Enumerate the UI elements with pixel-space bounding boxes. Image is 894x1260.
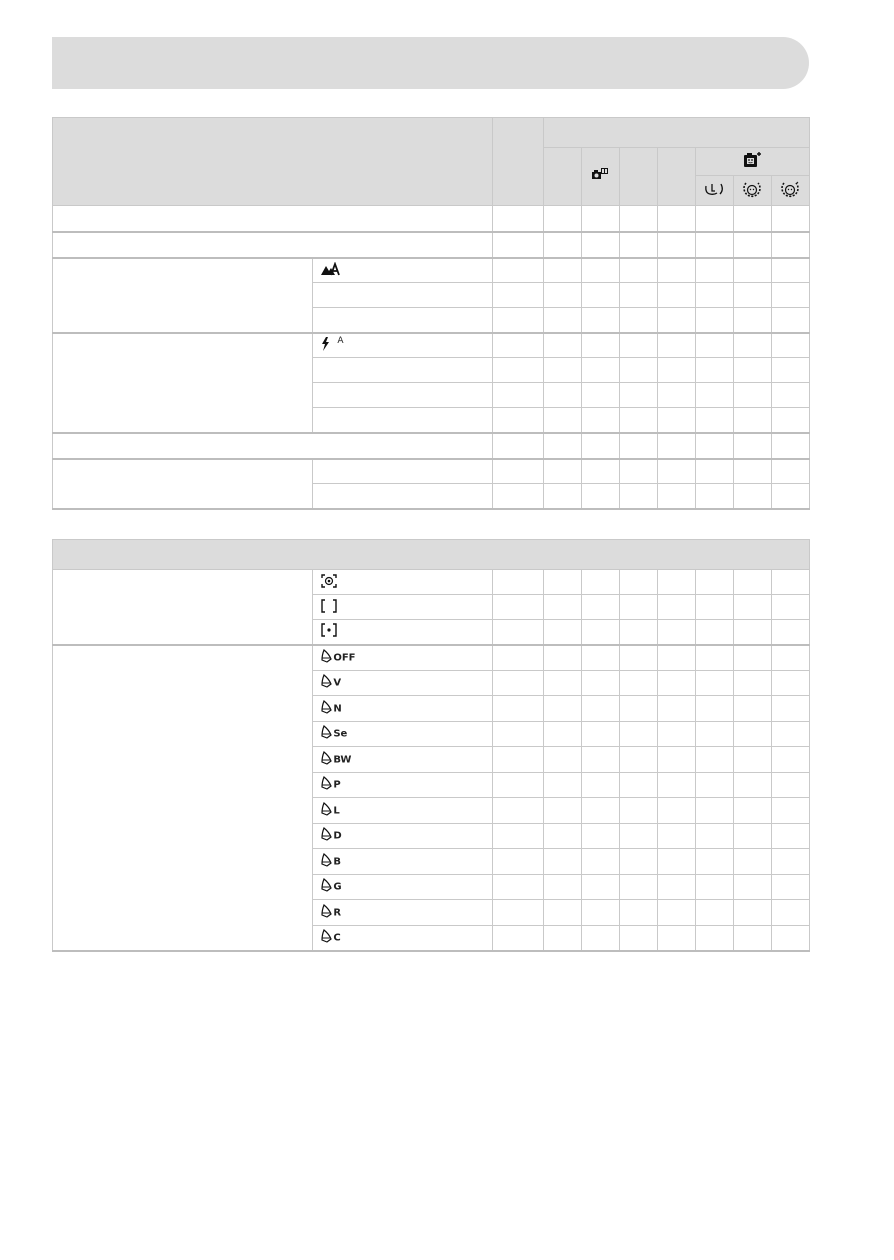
my-colors-red-label: R — [333, 907, 342, 919]
header-col-4 — [657, 148, 695, 206]
section-header — [53, 540, 810, 570]
center-weighted-metering-icon — [321, 599, 337, 616]
my-colors-neutral-icon — [321, 700, 333, 717]
wink-timer-icon — [703, 181, 725, 197]
my-colors-darker-label: D — [333, 830, 342, 842]
my-colors-bw-label: BW — [333, 754, 352, 766]
evaluative-metering-icon — [321, 574, 337, 591]
table-row — [53, 333, 810, 358]
my-colors-sepia-icon — [321, 725, 333, 742]
my-colors-off-icon — [321, 649, 333, 666]
header-corner — [53, 118, 493, 206]
camera-stitch-icon — [591, 166, 609, 180]
my-colors-off-label: OFF — [333, 652, 356, 664]
header-sub-1 — [695, 176, 733, 206]
header-col-a — [492, 118, 543, 206]
table-row — [53, 645, 810, 671]
my-colors-bw-icon — [321, 751, 333, 768]
my-colors-vivid-label: V — [333, 677, 342, 689]
function-table-2 — [52, 539, 810, 952]
header-sub-2 — [733, 176, 771, 206]
my-colors-positive-icon — [321, 776, 333, 793]
my-colors-neutral-label: N — [333, 703, 342, 715]
my-colors-green-label: G — [333, 881, 342, 893]
table-row — [53, 459, 810, 484]
header-subgroup — [695, 148, 809, 176]
face-timer-icon — [741, 180, 763, 198]
spot-metering-icon — [321, 623, 337, 640]
my-colors-lighter-label: L — [333, 805, 340, 817]
header-col-3 — [619, 148, 657, 206]
header-group — [543, 118, 809, 148]
my-colors-darker-icon — [321, 827, 333, 844]
my-colors-blue-icon — [321, 853, 333, 870]
mountain-auto-icon — [321, 262, 341, 279]
my-colors-custom-icon — [321, 929, 333, 946]
my-colors-positive-label: P — [333, 779, 341, 791]
page-title-bar — [52, 37, 809, 89]
function-table — [52, 117, 810, 510]
table-row — [53, 232, 810, 258]
flash-auto-icon — [321, 336, 337, 355]
header-col-1 — [543, 148, 581, 206]
my-colors-red-icon — [321, 904, 333, 921]
my-colors-lighter-icon — [321, 802, 333, 819]
table-row — [53, 570, 810, 595]
flash-auto-label: A — [337, 335, 344, 346]
table-row — [53, 206, 810, 232]
my-colors-blue-label: B — [333, 856, 341, 868]
face-timer-2-icon — [779, 180, 801, 198]
my-colors-sepia-label: Se — [333, 728, 348, 740]
table-row — [53, 433, 810, 459]
table-row — [53, 258, 810, 283]
header-sub-3 — [771, 176, 809, 206]
my-colors-vivid-icon — [321, 674, 333, 691]
header-col-2 — [581, 148, 619, 206]
my-colors-green-icon — [321, 878, 333, 895]
my-colors-custom-label: C — [333, 932, 341, 944]
face-self-timer-icon — [742, 151, 762, 169]
